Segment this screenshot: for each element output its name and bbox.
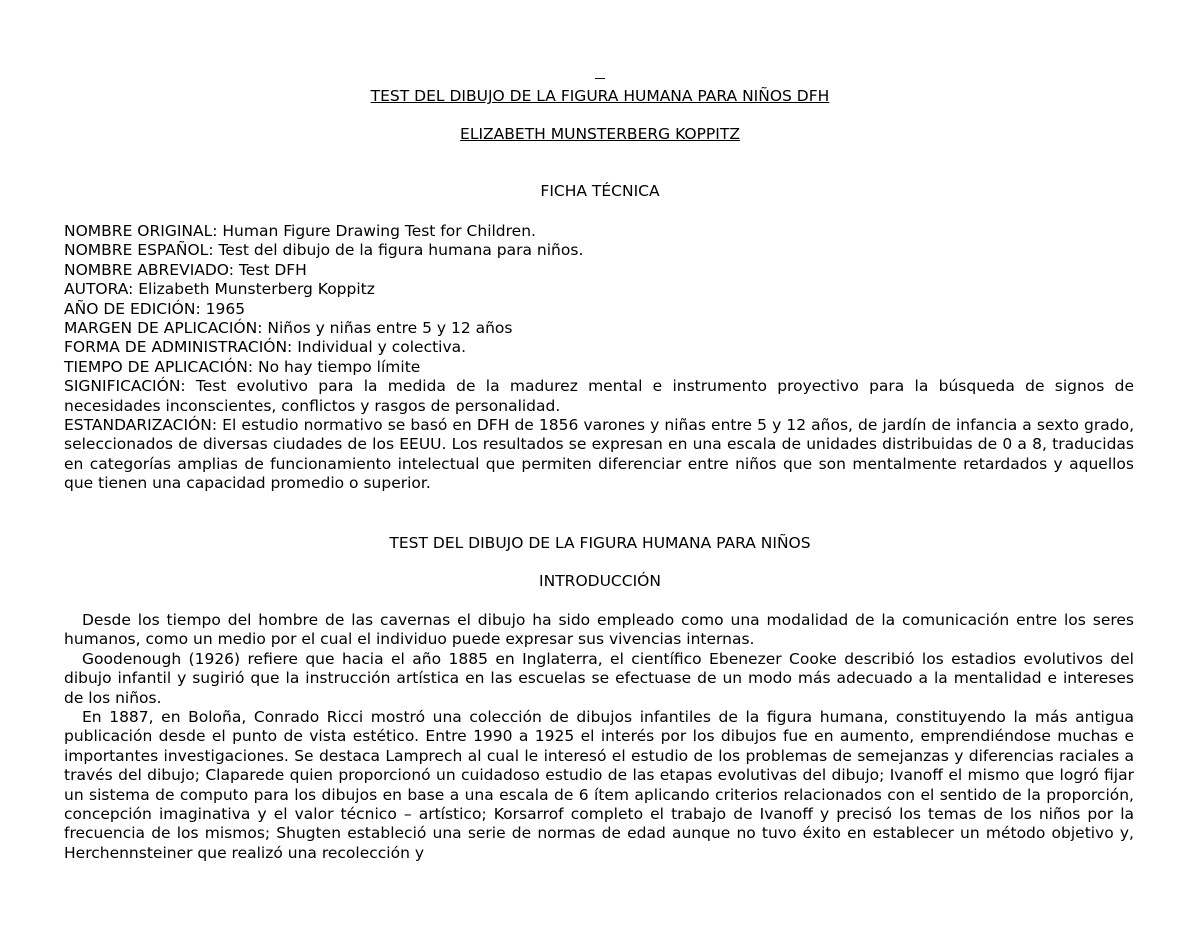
- ficha-nombre-original: NOMBRE ORIGINAL: Human Figure Drawing Test for Children.: [64, 222, 536, 240]
- section-title-ficha: FICHA TÉCNICA: [540, 182, 660, 200]
- ficha-margen: MARGEN DE APLICACIÓN: Niños y niñas entre 5 y 12 años: [64, 319, 513, 338]
- ficha-significacion: SIGNIFICACIÓN: Test evolutivo para la medida de la madurez mental e instrumento proyectivo para la búsqueda de signos de necesidades inconscientes, conflictos y rasgos de personalidad.: [64, 377, 1134, 415]
- section-title-test: TEST DEL DIBUJO DE LA FIGURA HUMANA PARA NIÑOS: [389, 534, 811, 552]
- ficha-forma: FORMA DE ADMINISTRACIÓN: Individual y colectiva.: [64, 338, 467, 357]
- ficha-autora: AUTORA: Elizabeth Munsterberg Koppitz: [64, 280, 375, 299]
- section-title-introduccion: INTRODUCCIÓN: [539, 572, 661, 590]
- ficha-tecnica: [64, 222, 1134, 494]
- introduccion-body: [64, 611, 1134, 863]
- ficha-anio: AÑO DE EDICIÓN: 1965: [64, 299, 246, 318]
- document-title: TEST DEL DIBUJO DE LA FIGURA HUMANA PARA NIÑOS DFH: [370, 87, 830, 105]
- intro-paragraph-2: Goodenough (1926) refiere que hacia el año 1885 en Inglaterra, el científico Ebenezer Cooke describió los estadios evolutivos del dibujo infantil y sugirió que la instrucción artística en las escuelas se efectuase de un modo más adecuado a la mentalidad e intereses de los niños.: [64, 649, 1134, 707]
- ficha-estandarizacion: ESTANDARIZACIÓN: El estudio normativo se basó en DFH de 1856 varones y niñas entre 5 y 12 años, de jardín de infancia a sexto grado, seleccionados de diversas ciudades de los EEUU. Los resultados se expresan en una escala de unidades distribuidas de 0 a 8, traducidas en categorías amplias de funcionamiento intelectual que permiten diferenciar entre niños que son mentalmente retardados y aquellos que tienen una capacidad promedio o superior.: [64, 416, 1134, 493]
- ficha-nombre-espanol: NOMBRE ESPAÑOL: Test del dibujo de la figura humana para niños.: [64, 241, 584, 260]
- intro-paragraph-3: En 1887, en Boloña, Conrado Ricci mostró una colección de dibujos infantiles de la figura humana, constituyendo la más antigua publicación desde el punto de vista estético. Entre 1990 a 1925 el interés por los dibujos fue en aumento, emprendiéndose muchas e importantes investigaciones. Se destaca Lamprech al cual le interesó el estudio de los problemas de semejanzas y diferencias raciales a través del dibujo; Claparede quien proporcionó un cuidadoso estudio de las etapas evolutivas del dibujo; Ivanoff el mismo que logró fijar un sistema de computo para los dibujos en base a una escala de 6 ítem aplicando criterios relacionados con el sentido de la proporción, concepción imaginativa y el valor técnico – artístico; Korsarrof completo el trabajo de Ivanoff y precisó los temas de los niños por la frecuencia de los mismos; Shugten estableció una serie de normas de edad aunque no tuvo éxito en establecer un método objetivo y, Herchennsteiner que realizó una recolección y: [64, 708, 1134, 862]
- author-name: ELIZABETH MUNSTERBERG KOPPITZ: [460, 125, 740, 143]
- intro-paragraph-1: Desde los tiempo del hombre de las cavernas el dibujo ha sido empleado como una modalidad de la comunicación entre los seres humanos, como un medio por el cual el individuo puede expresar sus vivencias internas.: [64, 611, 1134, 649]
- ficha-tiempo: TIEMPO DE APLICACIÓN: No hay tiempo límite: [64, 357, 421, 376]
- ficha-nombre-abreviado: NOMBRE ABREVIADO: Test DFH: [64, 260, 307, 279]
- stray-mark: [595, 78, 605, 79]
